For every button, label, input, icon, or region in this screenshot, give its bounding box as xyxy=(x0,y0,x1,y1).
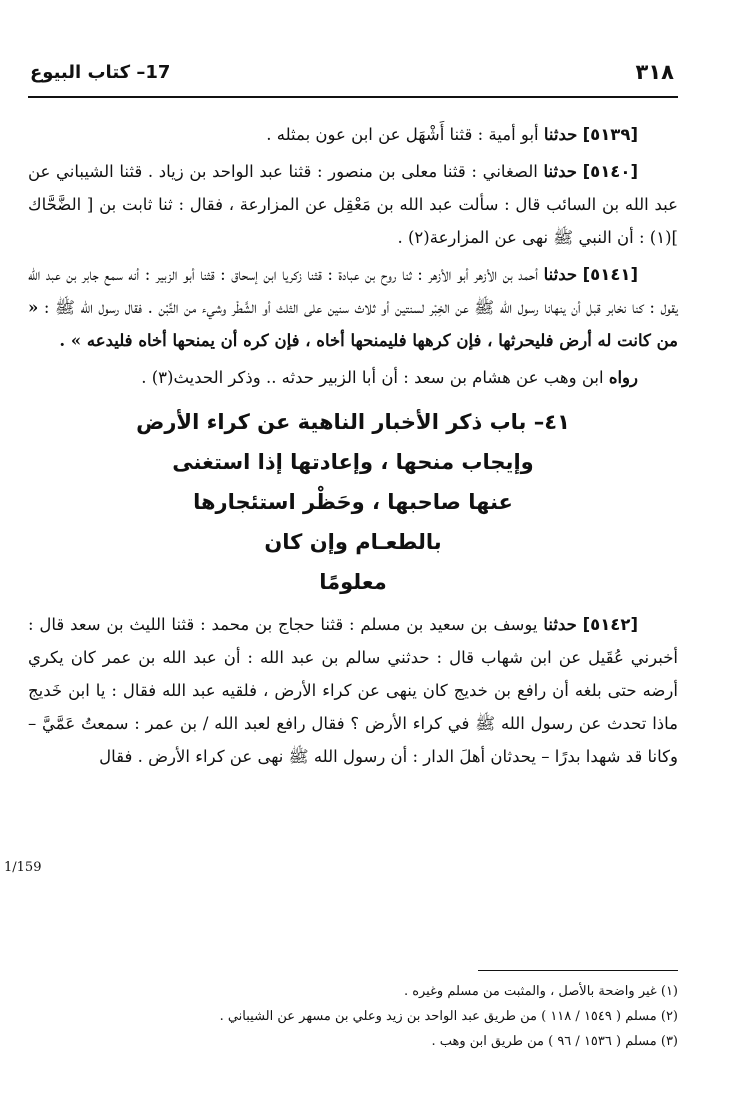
hadith-lead-word: حدثنا xyxy=(543,162,577,181)
chapter-heading xyxy=(28,402,678,602)
hadith-text: أبو أمية : قثنا أَشْهَل عن ابن عون بمثله . xyxy=(266,125,539,144)
chapter-heading-line: وإيجاب منحها ، وإعادتها إذا استغنى xyxy=(172,450,534,474)
main-text xyxy=(28,118,678,773)
running-chapter-title: 17– كتاب البيوع xyxy=(30,62,171,83)
hadith-text: يوسف بن سعيد بن مسلم : قثنا حجاج بن محمد : قثنا الليث بن سعد قال : أخبرني عُقَيل عن ابن شهاب قال : حدثني سالم بن عبد الله : أن عبد الله بن عمر كان يكري أرضه حتى بلغه أن رافع بن خديج كان ينهى عن كراء الأرض ، فلقيه عبد الله فقال : يا ابن خَديج ماذا تحدث عن رسول الله ﷺ في كراء الأرض ؟ فقال رافع لعبد الله / بن عمر : سمعتُ عَمَّيَّ – وكانا قد شهدا بدرًا – يحدثان أهلَ الدار : أن رسول الله ﷺ نهى عن كراء الأرض . فقال xyxy=(28,615,678,766)
chapter-heading-line: ٤١– باب ذكر الأخبار الناهية عن كراء الأرض xyxy=(136,410,570,434)
narration-text: ابن وهب عن هشام بن سعد : أن أبا الزبير حدثه .. وذكر الحديث(٣) . xyxy=(141,368,604,387)
footnote: (٢) مسلم ( ١٥٤٩ / ١١٨ ) من طريق عبد الواحد بن زيد وعلي بن مسهر عن الشيباني . xyxy=(219,1009,678,1024)
hadith-paragraph xyxy=(28,118,678,151)
chapter-heading-line: معلومًا xyxy=(319,570,387,594)
footnote: (١) غير واضحة بالأصل ، والمثبت من مسلم وغيره . xyxy=(403,984,678,999)
hadith-text: أحمد بن الأزهر أبو الأزهر : ثنا روح بن عبادة : قثنا زكريا ابن إسحاق : قثنا أبو الزبير : أنه سمع جابر بن عبد الله يقول : كنا نخابر قبل أن ينهانا رسول الله ﷺ عن الخِبْر لسنتين أو ثلاث سنين على الثلث أو الشَّطْر وشيء من التِّبْن . فقال رسول الله ﷺ : xyxy=(28,265,679,317)
hadith-lead-word: حدثنا xyxy=(543,265,578,284)
manuscript-folio-reference: 1/159 xyxy=(4,860,42,875)
hadith-number: [٥١٤١] xyxy=(582,265,639,284)
hadith-lead-word: حدثنا xyxy=(543,615,577,634)
chapter-heading-line: عنها صاحبها ، وحَظْر استئجارها xyxy=(193,490,513,514)
hadith-text: الصغاني : قثنا معلى بن منصور : قثنا عبد الواحد بن زياد . قثنا الشيباني عن عبد الله بن السائب قال : سألت عبد الله بن مَعْقِل عن المزارعة ، فقال : ثنا ثابت بن [ الضَّحَّاك ](١) : أن النبي ﷺ نهى عن المزارعة(٢) . xyxy=(28,162,678,247)
footnote-divider xyxy=(478,970,678,971)
hadith-paragraph xyxy=(28,608,678,773)
hadith-paragraph xyxy=(28,258,678,357)
hadith-paragraph xyxy=(28,155,678,254)
footnotes xyxy=(28,970,678,1054)
book-page xyxy=(4,40,679,1080)
narration-lead-word: رواه xyxy=(608,368,638,387)
hadith-number: [٥١٣٩] xyxy=(582,125,638,144)
hadith-number: [٥١٤٢] xyxy=(582,615,638,634)
page-number: ٣١٨ xyxy=(635,60,674,84)
hadith-lead-word: حدثنا xyxy=(543,125,578,144)
footnote: (٣) مسلم ( ١٥٣٦ / ٩٦ ) من طريق ابن وهب . xyxy=(431,1034,678,1049)
narration-note xyxy=(28,361,678,394)
chapter-heading-line: بالطعـام وإن كان xyxy=(264,530,442,554)
hadith-number: [٥١٤٠] xyxy=(582,162,638,181)
page-header xyxy=(28,60,678,98)
prophetic-quote: « من كانت له أرض فليحرثها ، فإن كرهها فليمنحها أخاه ، فإن كره أن يمنحها أخاه فليدعه » . xyxy=(28,298,678,350)
